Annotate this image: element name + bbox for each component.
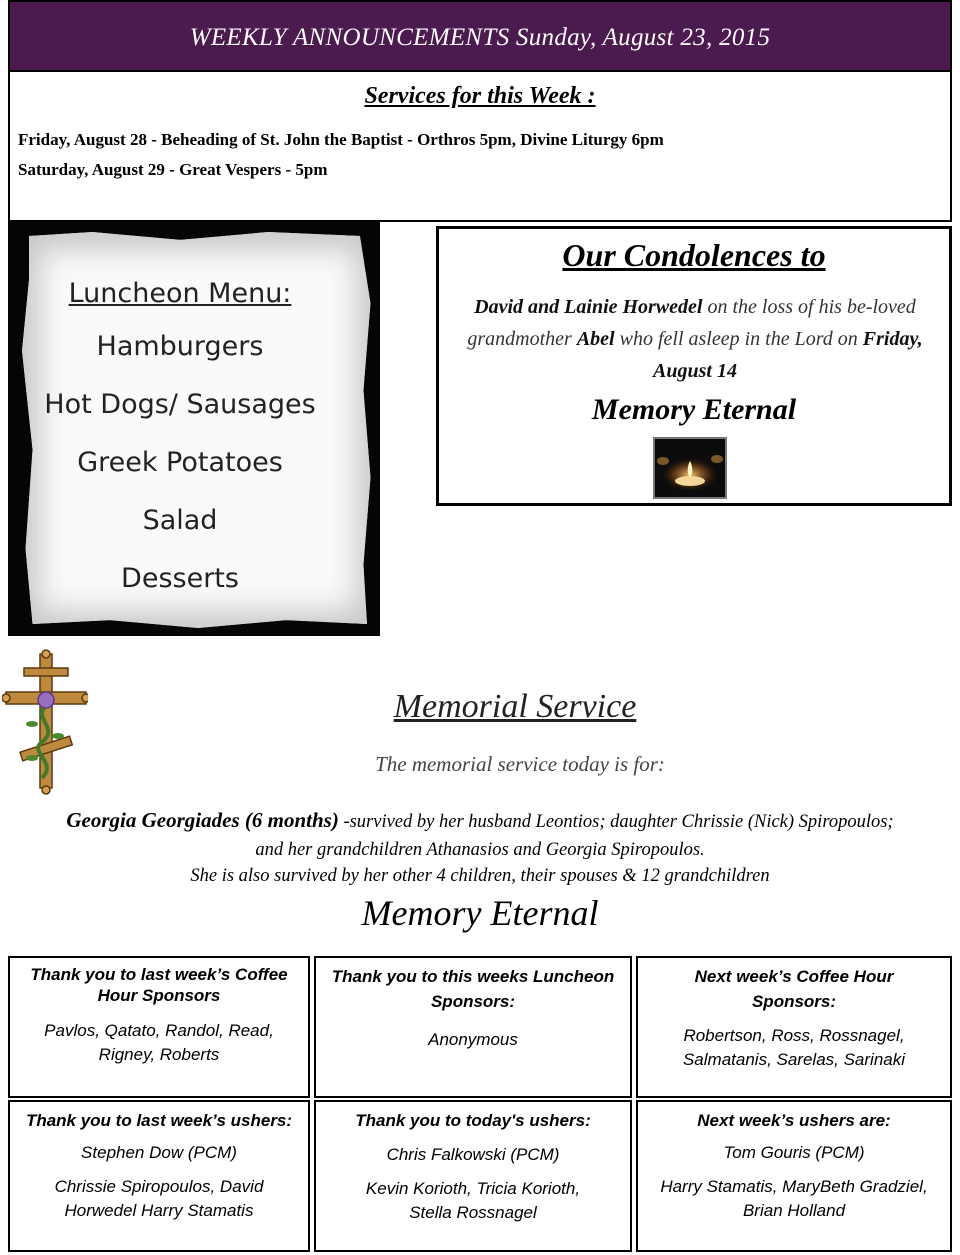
menu-item: Desserts — [121, 563, 239, 594]
ushers-heading: Thank you to today's ushers: — [355, 1111, 591, 1130]
deceased-name: Abel — [576, 328, 615, 350]
condolences-date: Friday, August 14 — [653, 328, 923, 382]
condolences-text-part: who fell asleep in the Lord on — [614, 328, 863, 350]
ushers-cell — [314, 1100, 632, 1252]
sponsors-heading: Thank you to this weeks Luncheon Sponsors: — [331, 967, 615, 1011]
luncheon-menu — [22, 278, 338, 621]
sponsors-cell — [314, 956, 632, 1098]
ushers-heading: Thank you to last week’s ushers: — [25, 1111, 293, 1130]
memorial-subtitle: The memorial service today is for: — [375, 752, 665, 776]
menu-item: Greek Potatoes — [77, 447, 283, 478]
candle-icon — [655, 439, 725, 497]
memorial-line: and her grandchildren Athanasios and Georgia Spiropoulos. — [255, 840, 705, 860]
ushers-cell — [636, 1100, 952, 1252]
sponsors-heading: Next week’s Coffee Hour Sponsors: — [694, 967, 894, 1011]
page-title: WEEKLY ANNOUNCEMENTS Sunday, August 23, 2015 — [189, 24, 771, 51]
ushers-names: Harry Stamatis, MaryBeth Gradziel, Brian Holland — [660, 1177, 928, 1220]
memorial-memory-eternal: Memory Eternal — [361, 893, 599, 933]
luncheon-title: Luncheon Menu: — [68, 278, 292, 309]
ushers-cell — [8, 1100, 310, 1252]
ushers-name: Tom Gouris (PCM) — [723, 1143, 865, 1162]
sponsors-names: Pavlos, Qatato, Randol, Read, Rigney, Roberts — [44, 1021, 274, 1064]
menu-item: Hot Dogs/ Sausages — [44, 389, 316, 420]
sponsors-names: Anonymous — [428, 1030, 518, 1049]
ushers-names: Kevin Korioth, Tricia Korioth, Stella Rossnagel — [365, 1179, 581, 1222]
services-heading: Services for this Week : — [364, 83, 596, 109]
header-banner — [8, 0, 952, 72]
ushers-names: Chrissie Spiropoulos, David Horwedel Harry Stamatis — [54, 1177, 264, 1220]
condolences-title: Our Condolences to — [562, 237, 826, 273]
memorial-line: She is also survived by her other 4 children, their spouses & 12 grandchildren — [190, 866, 770, 886]
services-box — [8, 72, 952, 222]
service-line: Saturday, August 29 - Great Vespers - 5pm — [18, 160, 328, 179]
service-line: Friday, August 28 - Beheading of St. John the Baptist - Orthros 5pm, Divine Liturgy 6pm — [18, 130, 664, 149]
condolences-names: David and Lainie Horwedel — [474, 296, 703, 318]
memorial-survived: -survived by her husband Leontios; daughter Chrissie (Nick) Spiropoulos; — [338, 812, 894, 832]
sponsors-heading: Thank you to last week’s Coffee Hour Sponsors — [30, 965, 288, 1005]
sponsors-names: Robertson, Ross, Rossnagel, Salmatanis, Sarelas, Sarinaki — [682, 1026, 906, 1069]
condolences-text-part: on the loss of his be-loved grandmother — [467, 296, 916, 350]
condolences-box — [436, 226, 952, 506]
condolences-text — [453, 291, 937, 387]
condolences-memory-eternal: Memory Eternal — [591, 393, 797, 426]
memorial-name: Georgia Georgiades (6 months) — [66, 808, 339, 832]
ushers-name: Stephen Dow (PCM) — [81, 1143, 237, 1162]
sponsors-cell — [8, 956, 310, 1098]
ushers-heading: Next week’s ushers are: — [697, 1111, 891, 1130]
candle-image — [653, 437, 727, 499]
menu-item: Hamburgers — [96, 331, 264, 362]
ushers-name: Chris Falkowski (PCM) — [386, 1145, 560, 1164]
menu-item: Salad — [142, 505, 218, 536]
memorial-line — [0, 808, 960, 833]
memorial-title: Memorial Service — [393, 688, 637, 725]
sponsors-cell — [636, 956, 952, 1098]
